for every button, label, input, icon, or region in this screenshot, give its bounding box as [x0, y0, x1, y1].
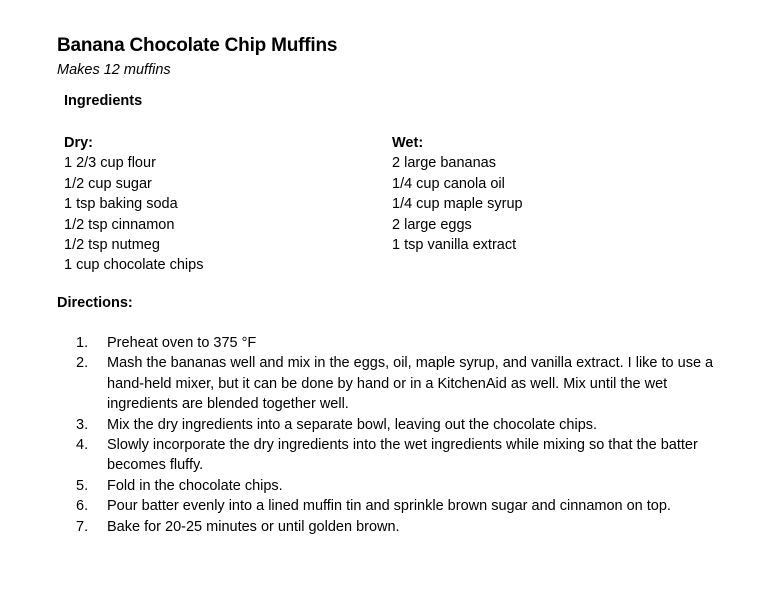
list-item: 1 tsp vanilla extract — [392, 237, 517, 254]
step-text: Slowly incorporate the dry ingredients into the wet ingredients while mixing so that the batter becomes fluffy. — [107, 437, 698, 474]
list-item: 1 2/3 cup flour — [64, 155, 156, 172]
direction-step — [76, 333, 726, 353]
list-item: 2 large bananas — [392, 155, 496, 172]
wet-heading: Wet: — [392, 135, 424, 151]
direction-step — [76, 476, 726, 496]
direction-step — [76, 496, 726, 516]
dry-heading: Dry: — [64, 135, 94, 151]
directions-list — [76, 333, 726, 537]
step-text: Bake for 20-25 minutes or until golden brown. — [107, 518, 400, 535]
step-number: 1. — [76, 335, 89, 351]
step-number: 5. — [76, 477, 89, 494]
list-item: 1 cup chocolate chips — [64, 257, 204, 274]
ingredients-heading: Ingredients — [64, 93, 143, 109]
list-item: 1/2 tsp nutmeg — [64, 237, 160, 254]
wet-ingredients-list — [392, 153, 523, 255]
step-number: 2. — [76, 355, 89, 372]
step-number: 3. — [76, 416, 89, 433]
recipe-title: Banana Chocolate Chip Muffins — [57, 35, 338, 56]
step-number: 7. — [76, 518, 89, 535]
step-text: Fold in the chocolate chips. — [107, 477, 283, 494]
step-text: Mix the dry ingredients into a separate bowl, leaving out the chocolate chips. — [107, 416, 598, 433]
recipe-yield: Makes 12 muffins — [57, 62, 171, 78]
direction-step — [76, 435, 726, 476]
direction-step — [76, 415, 726, 435]
step-number: 6. — [76, 498, 89, 515]
list-item: 2 large eggs — [392, 216, 472, 233]
step-text: Preheat oven to 375 °F — [107, 335, 257, 351]
direction-step — [76, 353, 726, 414]
step-number: 4. — [76, 437, 89, 454]
step-text: Pour batter evenly into a lined muffin tin and sprinkle brown sugar and cinnamon on top. — [107, 498, 671, 515]
dry-ingredients-list — [64, 153, 203, 275]
list-item: 1/2 tsp cinnamon — [64, 216, 175, 233]
list-item: 1/4 cup canola oil — [392, 175, 505, 192]
step-text: Mash the bananas well and mix in the eggs, oil, maple syrup, and vanilla extract. I like to use a hand-held mixer, but it can be done by hand or in a KitchenAid as well. Mix until the wet ingredients are blended together well. — [107, 355, 714, 413]
list-item: 1 tsp baking soda — [64, 196, 178, 213]
list-item: 1/2 cup sugar — [64, 175, 152, 192]
list-item: 1/4 cup maple syrup — [392, 196, 523, 213]
direction-step — [76, 517, 726, 537]
wet-ingredients-column — [392, 133, 523, 255]
dry-ingredients-column — [64, 133, 203, 276]
directions-heading: Directions: — [57, 295, 133, 311]
